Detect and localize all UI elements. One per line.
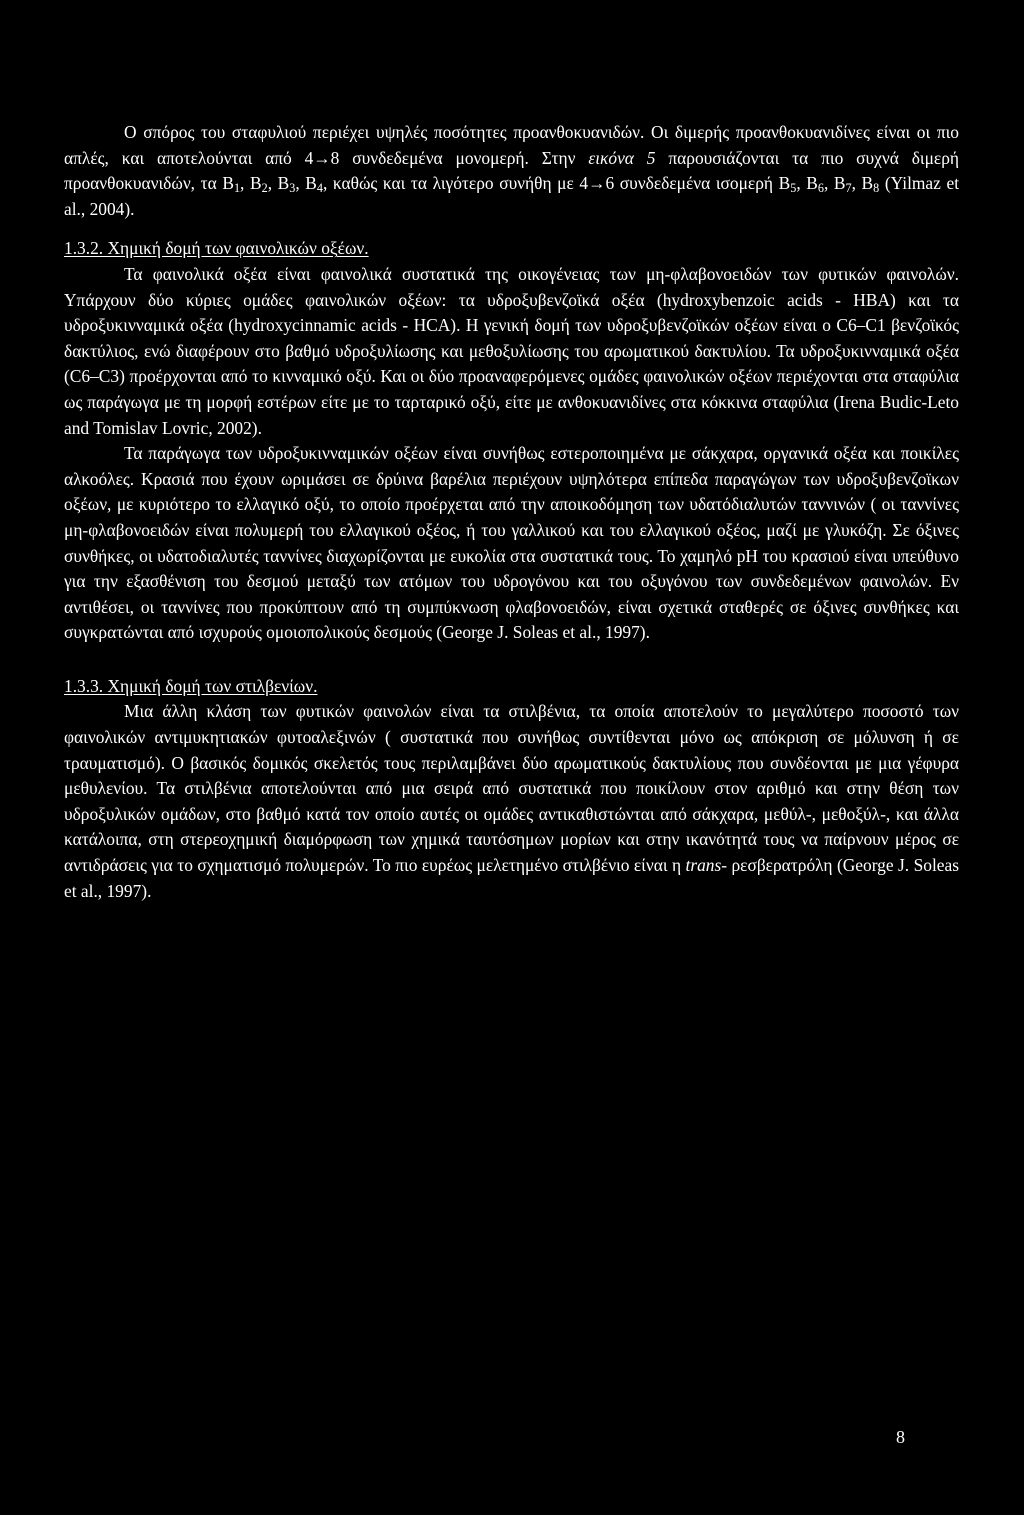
subscript: 1 xyxy=(233,181,241,196)
text-run: Μια άλλη κλάση των φυτικών φαινολών είναι τα στιλβένια, τα οποία αποτελούν το μεγαλύτερο ποσοστό των φαινολικών αντιμυκητιακών φυτοαλεξινών ( συστατικά που συνήθως συντίθενται μόνο ως απόκριση σε μόλυνση ή σε τραυματισμό). Ο βασικός δομικός σκελετός τους περιλαμβάνει δύο αρωματικούς δακτυλίους που συνδέονται με μια γέφυρα μεθυλενίου. Τα στιλβένια αποτελούνται από μια σειρά από συστατικά που ποικίλουν στον αριθμό και στην θέση των υδροξυλικών ομάδων, στο βαθμό κατά τον οποίο αυτές οι ομάδες αντικαθιστώνται από σάκχαρα, μεθύλ-, μεθοξύλ-, και άλλα κατάλοιπα, στη στερεοχημική διαμόρφωση των χημικά ταυτόσημων μορίων και στην ικανότητά τους να παίρνουν μέρος σε αντιδράσεις για το σχηματισμό πολυμερών. Το πιο ευρέως μελετημένο στιλβένιο είναι η xyxy=(64,701,959,876)
subscript: 4 xyxy=(316,181,323,196)
section-heading-phenolic-acids: 1.3.2. Χημική δομή των φαινολικών οξέων. xyxy=(64,238,369,259)
paragraph-hydroxycinnamic-derivatives: Τα παράγωγα των υδροξυκινναμικών οξέων είναι συνήθως εστεροποιημένα με σάκχαρα, οργανικά οξέα και ποικίλες αλκοόλες. Κρασιά που έχουν ωριμάσει σε δρύινα βαρέλια περιέχουν υψηλότερα επίπεδα παραγώγων των υδροξυβενζοϊκων οξέων, με κυριότερο το ελλαγικό οξύ, το οποίο προέρχεται από την αποικοδόμηση των υδατόδιαλυτών ταννινών ( οι ταννίνες μη-φλαβονοειδών είναι πολυμερή του ελλαγικού οξέος, ή του γαλλικού και του ελλαγικού οξέος, μαζί με γλυκόζη. Σε όξινες συνθήκες, οι υδατοδιαλυτές ταννίνες διαχωρίζονται με ευκολία στα συστατικά τους. Το χαμηλό pH του κρασιού είναι υπεύθυνο για την εξασθένιση του δεσμού μεταξύ των ατόμων του υδρογόνου και του οξυγόνου των συνδεδεμένων φαινολών. Εν αντιθέσει, οι ταννίνες που προκύπτουν από τη συμπύκνωση φλαβονοειδών, είναι σχετικά σταθερές σε όξινες συνθήκες και συγκρατώνται από ισχυρούς ομοιοπολικούς δεσμούς (George J. Soleas et al., 1997). xyxy=(64,443,959,643)
text-run: παρουσιάζονται τα πιο συχνά διμερή προανθοκυανιδών, τα B xyxy=(64,147,959,194)
subscript: 3 xyxy=(289,181,296,196)
italic-term: trans- xyxy=(685,855,728,876)
subscript: 7 xyxy=(845,181,852,196)
subscript: 2 xyxy=(261,181,268,196)
text-run: , καθώς και τα λιγότερο συνήθη με 4→6 συνδεδεμένα ισομερή B xyxy=(322,173,791,194)
subscript: 5 xyxy=(790,181,797,196)
text-run: , B xyxy=(796,173,818,194)
text-run: , B xyxy=(267,173,290,194)
text-run: ρεσβερατρόλη (George J. Soleas et al., 1997). xyxy=(64,855,959,901)
text-run: , B xyxy=(295,173,317,194)
figure-reference: εικόνα 5 xyxy=(588,147,656,168)
paragraph-proanthocyanidins xyxy=(64,120,959,222)
paragraph-phenolic-acids: Τα φαινολικά οξέα είναι φαινολικά συστατικά της οικογένειας των μη-φλαβονοειδών των φυτικών φαινολών. Υπάρχουν δύο κύριες ομάδες φαινολικών οξέων: τα υδροξυβενζοϊκά οξέα (hydroxybenzoic acids - HBA) και τα υδροξυκινναμικά οξέα (hydroxycinnamic acids - HCA). Η γενική δομή των υδροξυβενζοϊκών οξέων είναι ο C6–C1 βενζοϊκός δακτύλιος, ενώ διαφέρουν στο βαθμό υδροξυλίωσης και μεθοξυλίωσης του αρωματικού δακτυλίου. Τα υδροξυκινναμικά οξέα (C6–C3) προέρχονται από το κινναμικό οξύ. Και οι δύο προαναφερόμενες ομάδες φαινολικών οξέων περιέχονται στα σταφύλια ως παράγωγα με τη μορφή εστέρων είτε με το ταρταρικό οξύ, είτε με ανθοκυανιδίνες στα κόκκινα σταφύλια (Irena Budic-Leto and Tomislav Lovric, 2002). xyxy=(64,263,959,438)
section-heading-stilbenes: 1.3.3. Χημική δομή των στιλβενίων. xyxy=(64,675,318,696)
document-body xyxy=(64,120,959,904)
text-run: Ο σπόρος του σταφυλιού περιέχει υψηλές ποσότητες προανθοκυανιδών. Οι διμερής προανθοκυανιδίνες είναι οι πιο απλές, και αποτελούνται από 4→8 συνδεδεμένα μονομερή. Στην xyxy=(64,122,959,168)
text-run: , B xyxy=(851,173,874,194)
paragraph-stilbenes xyxy=(64,699,959,904)
text-run: , B xyxy=(823,173,846,194)
text-run: , B xyxy=(240,173,262,194)
text-run: (Yilmaz et al., 2004). xyxy=(64,173,960,219)
subscript: 6 xyxy=(817,181,824,196)
subscript: 8 xyxy=(873,181,880,196)
page-number: 8 xyxy=(896,1427,905,1447)
